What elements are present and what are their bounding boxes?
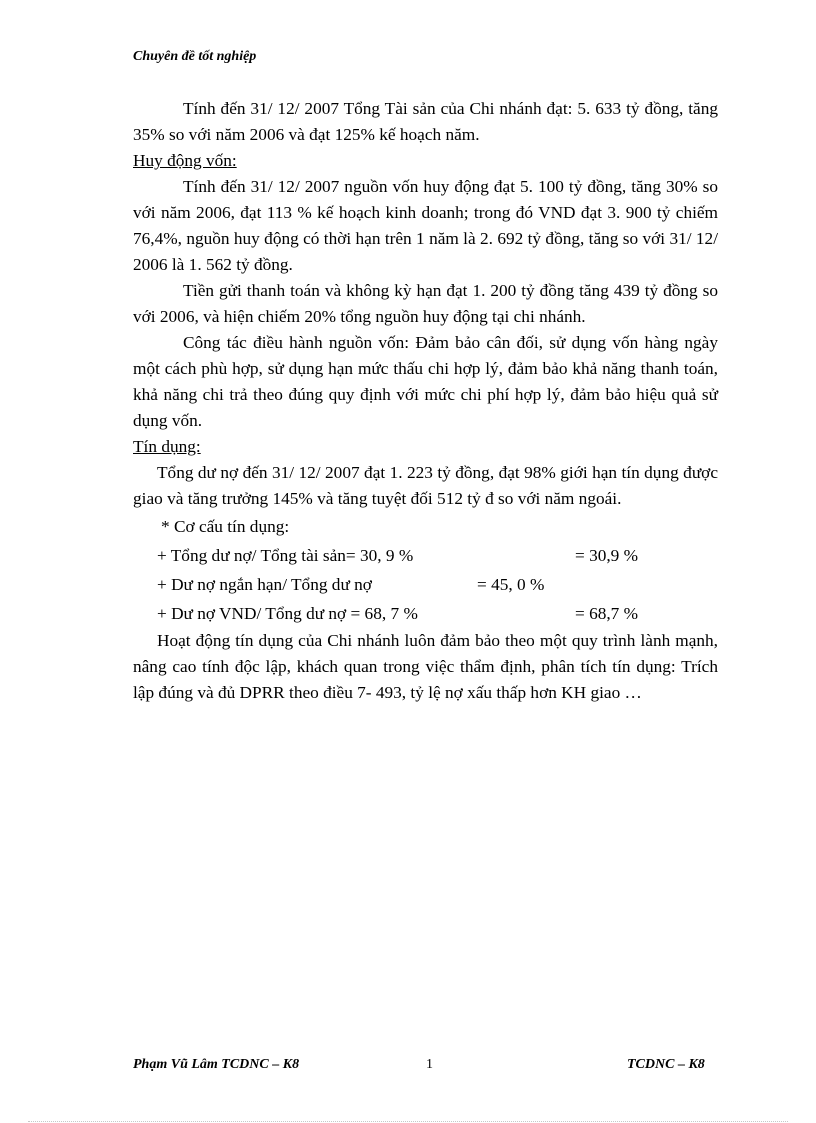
paragraph-payment-deposits: Tiền gửi thanh toán và không kỳ hạn đạt 1. 200 tỷ đồng tăng 439 tỷ đồng so với 2006, và hiện chiếm 20% tổng nguồn huy động tại chi nhánh. xyxy=(133,281,718,326)
section-heading-capital-mobilization: Huy động vốn: xyxy=(133,151,237,170)
credit-structure-label: + Dư nợ ngắn hạn/ Tổng dư nợ xyxy=(157,575,372,594)
page-bottom-divider xyxy=(28,1121,788,1122)
document-body xyxy=(133,96,718,706)
footer-author: Phạm Vũ Lâm TCDNC – K8 xyxy=(133,1057,300,1072)
credit-structure-row xyxy=(133,541,718,570)
section-heading-credit: Tín dụng: xyxy=(133,437,201,456)
paragraph-capital-mobilized: Tính đến 31/ 12/ 2007 nguồn vốn huy động đạt 5. 100 tỷ đồng, tăng 30% so với năm 2006, đạt 113 % kế hoạch kinh doanh; trong đó VND đạt 3. 900 tỷ chiếm 76,4%, nguồn huy động có thời hạn trên 1 năm là 2. 692 tỷ đồng, tăng so với 31/ 12/ 2006 là 1. 562 tỷ đồng. xyxy=(133,177,718,274)
paragraph-total-assets: Tính đến 31/ 12/ 2007 Tổng Tài sản của Chi nhánh đạt: 5. 633 tỷ đồng, tăng 35% so với năm 2006 và đạt 125% kế hoạch năm. xyxy=(133,99,718,144)
credit-structure-label: + Dư nợ VND/ Tổng dư nợ = 68, 7 % xyxy=(157,604,418,623)
credit-structure-title: * Cơ cấu tín dụng: xyxy=(161,517,290,536)
credit-structure-row xyxy=(133,570,718,599)
paragraph-credit-activity: Hoạt động tín dụng của Chi nhánh luôn đảm bảo theo một quy trình lành mạnh, nâng cao tính độc lập, khách quan trong việc thẩm định, phân tích tín dụng: Trích lập đúng và đủ DPRR theo điều 7- 493, tỷ lệ nợ xấu thấp hơn KH giao … xyxy=(133,631,718,702)
footer-page-number: 1 xyxy=(426,1057,433,1072)
paragraph-capital-management: Công tác điều hành nguồn vốn: Đảm bảo cân đối, sử dụng vốn hàng ngày một cách phù hợp, sử dụng hạn mức thấu chi hợp lý, đảm bảo khả năng thanh toán, khả năng chi trả theo đúng quy định với mức chi phí hợp lý, đảm bảo hiệu quả sử dụng vốn. xyxy=(133,333,718,430)
page-header-title: Chuyên đề tốt nghiệp xyxy=(133,49,257,64)
credit-structure-row xyxy=(133,599,718,628)
footer-course-code: TCDNC – K8 xyxy=(627,1057,705,1072)
paragraph-total-outstanding: Tổng dư nợ đến 31/ 12/ 2007 đạt 1. 223 tỷ đồng, đạt 98% giới hạn tín dụng được giao và tăng trưởng 145% và tăng tuyệt đối 512 tỷ đ so với năm ngoái. xyxy=(133,463,718,508)
credit-structure-value: = 45, 0 % xyxy=(477,575,545,594)
credit-structure-value: = 30,9 % xyxy=(575,546,639,565)
credit-structure-label: + Tổng dư nợ/ Tổng tài sản= 30, 9 % xyxy=(157,546,414,565)
credit-structure-value: = 68,7 % xyxy=(575,604,639,623)
credit-structure-title-row xyxy=(133,512,718,541)
